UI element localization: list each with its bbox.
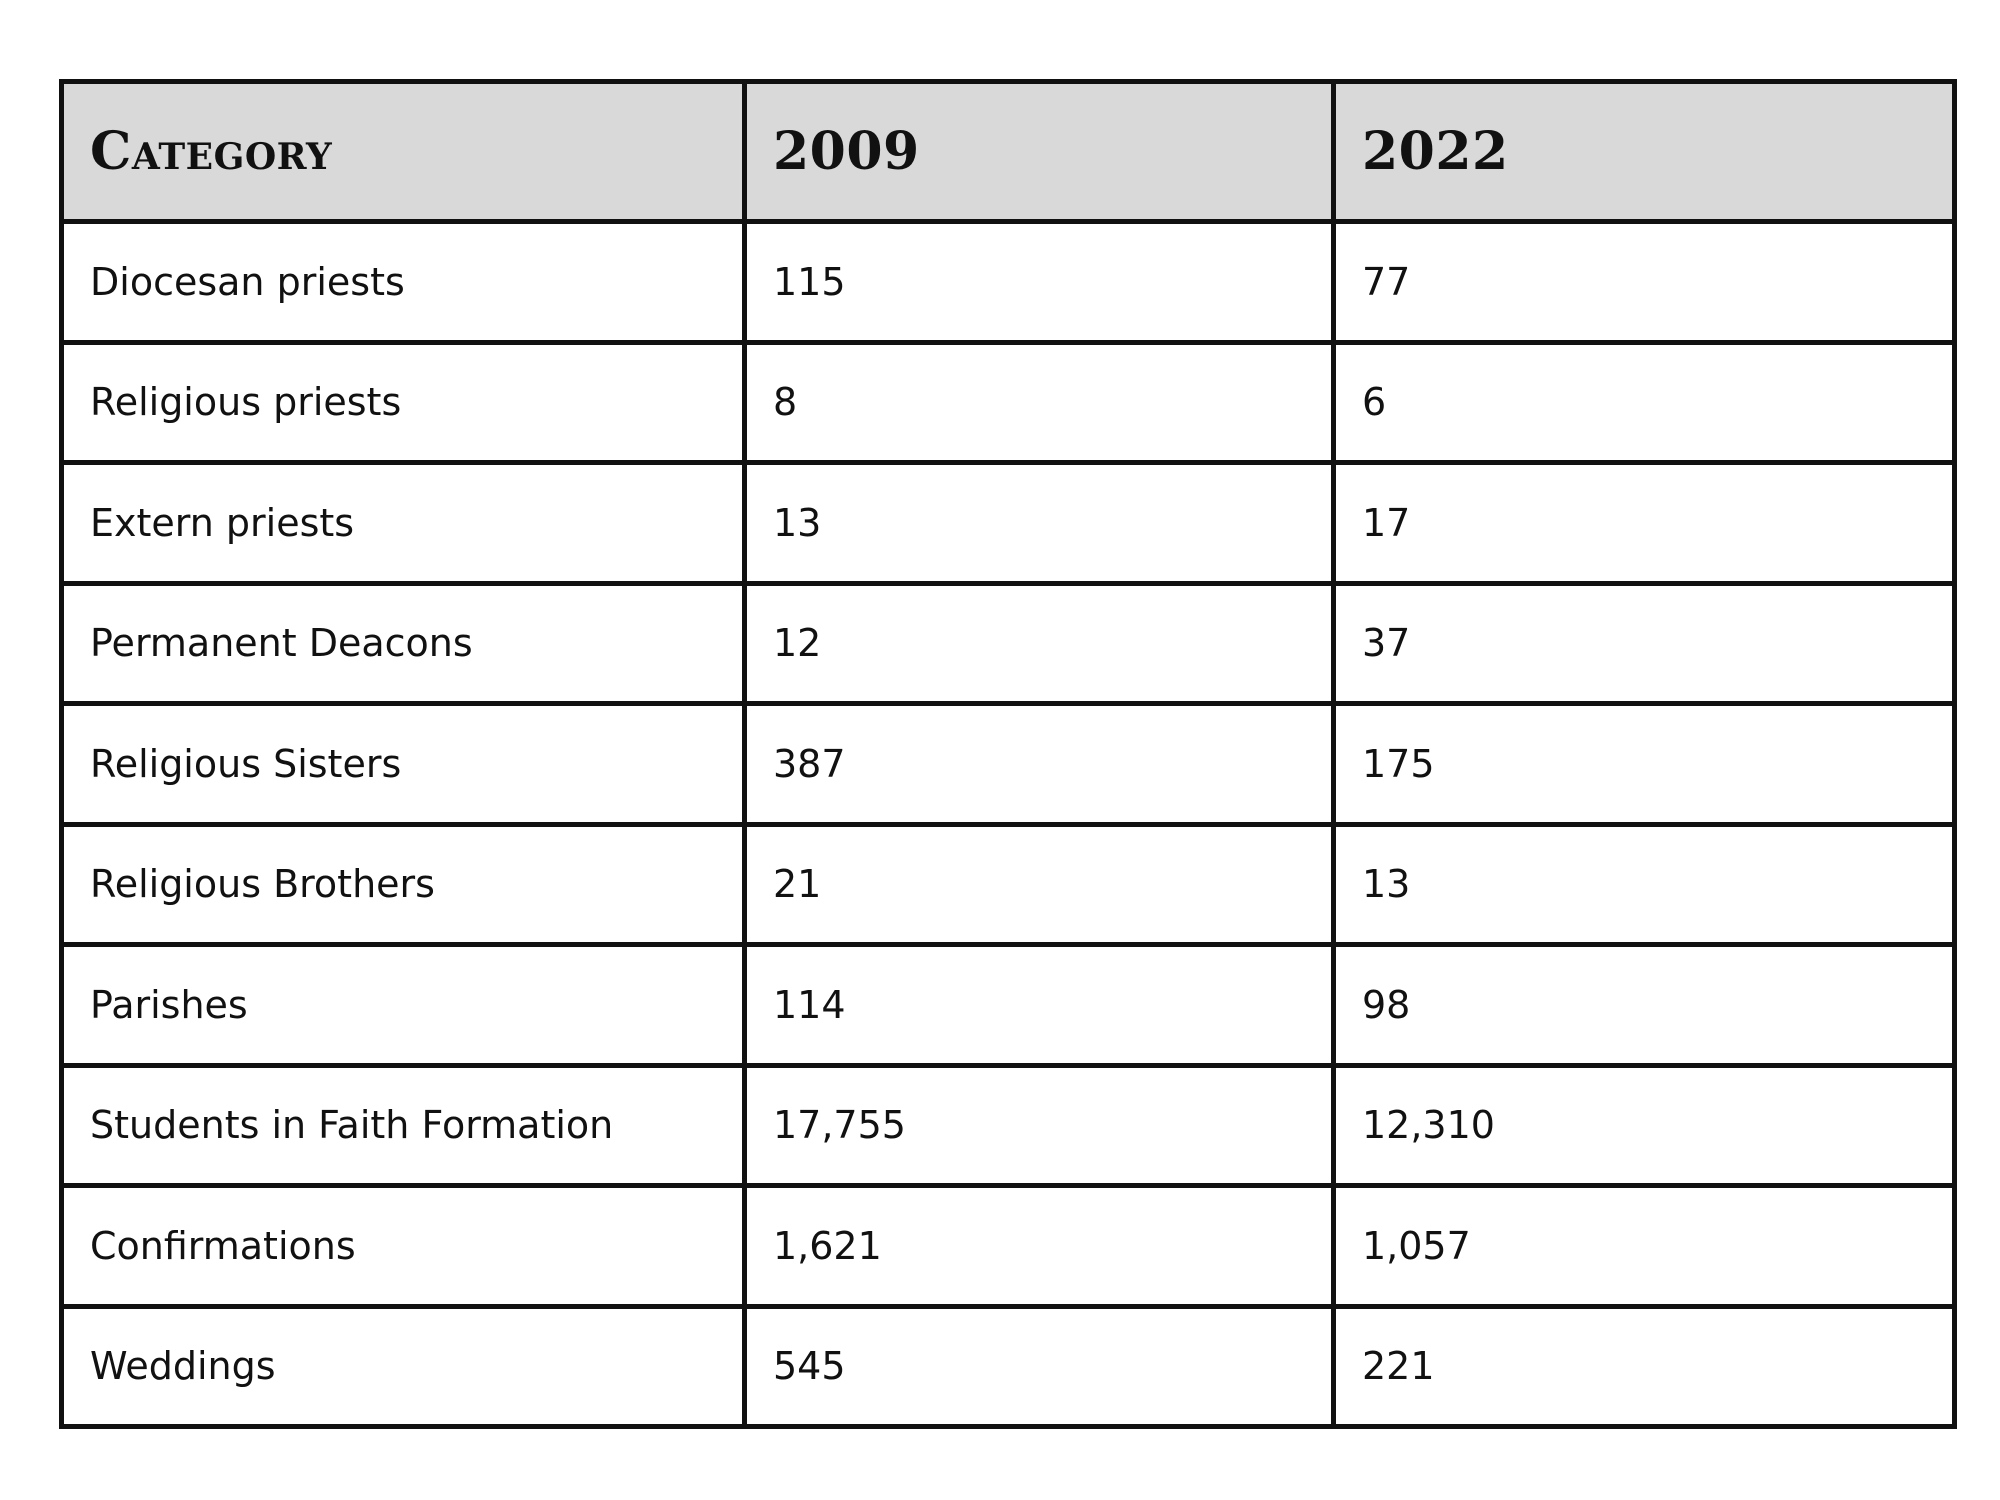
table-row [62, 704, 1955, 825]
value-2022-cell: 175 [1334, 704, 1955, 825]
value-2009-cell: 13 [745, 463, 1334, 584]
value-2009-cell: 545 [745, 1306, 1334, 1427]
category-cell: Confirmations [62, 1186, 745, 1307]
category-cell: Parishes [62, 945, 745, 1066]
category-cell: Weddings [62, 1306, 745, 1427]
table-row [62, 583, 1955, 704]
value-2022-cell: 37 [1334, 583, 1955, 704]
table-row [62, 1186, 1955, 1307]
header-2009: 2009 [745, 82, 1334, 222]
header-category: Category [62, 82, 745, 222]
category-cell: Diocesan priests [62, 222, 745, 343]
table-row [62, 824, 1955, 945]
statistics-table [59, 79, 1957, 1429]
value-2009-cell: 17,755 [745, 1065, 1334, 1186]
value-2009-cell: 1,621 [745, 1186, 1334, 1307]
category-cell: Religious Sisters [62, 704, 745, 825]
value-2022-cell: 13 [1334, 824, 1955, 945]
value-2022-cell: 98 [1334, 945, 1955, 1066]
table-row [62, 222, 1955, 343]
table-row [62, 463, 1955, 584]
value-2022-cell: 12,310 [1334, 1065, 1955, 1186]
category-cell: Permanent Deacons [62, 583, 745, 704]
value-2022-cell: 6 [1334, 342, 1955, 463]
table-body [62, 222, 1955, 1427]
value-2009-cell: 21 [745, 824, 1334, 945]
table-row [62, 1065, 1955, 1186]
category-cell: Religious Brothers [62, 824, 745, 945]
value-2009-cell: 115 [745, 222, 1334, 343]
header-2022: 2022 [1334, 82, 1955, 222]
category-cell: Religious priests [62, 342, 745, 463]
value-2009-cell: 12 [745, 583, 1334, 704]
value-2009-cell: 114 [745, 945, 1334, 1066]
category-cell: Students in Faith Formation [62, 1065, 745, 1186]
table-row [62, 342, 1955, 463]
table-header [62, 82, 1955, 222]
category-cell: Extern priests [62, 463, 745, 584]
table-row [62, 1306, 1955, 1427]
table-row [62, 945, 1955, 1066]
value-2009-cell: 8 [745, 342, 1334, 463]
value-2022-cell: 77 [1334, 222, 1955, 343]
value-2022-cell: 1,057 [1334, 1186, 1955, 1307]
value-2009-cell: 387 [745, 704, 1334, 825]
value-2022-cell: 17 [1334, 463, 1955, 584]
value-2022-cell: 221 [1334, 1306, 1955, 1427]
header-row [62, 82, 1955, 222]
